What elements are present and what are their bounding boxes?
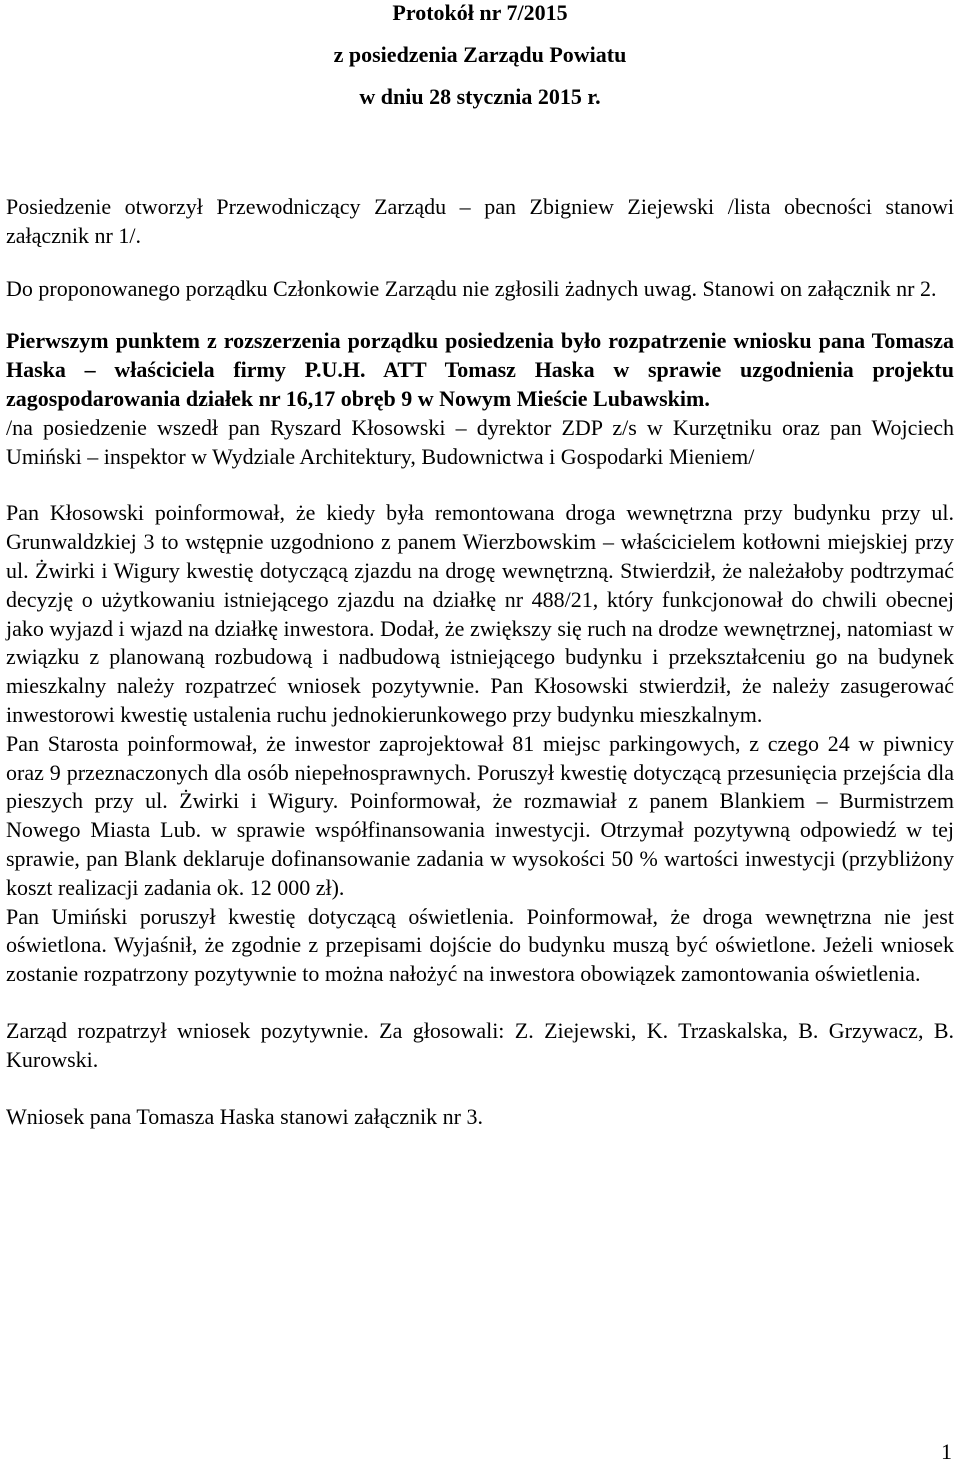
protocol-title: Protokół nr 7/2015 [392,0,568,25]
document-page [6,0,954,1131]
paragraph-starosta: Pan Starosta poinformował, że inwestor zaprojektował 81 miejsc parkingowych, z czego 24 w piwnicy oraz 9 przeznaczonych dla osób niepełnosprawnych. Poruszył kwestię dotyczącą przesunięcia przejścia dla pieszych przy ul. Żwirki i Wigury. Poinformował, że rozmawiał z panem Blankiem – Burmistrzem Nowego Miasta Lub. w sprawie współfinansowania inwestycji. Otrzymał pozytywną odpowiedź w tej sprawie, pan Blank deklaruje dofinansowanie zadania w wysokości 50 % wartości inwestycji (przybliżony koszt realizacji zadania ok. 12 000 zł). [6,730,954,900]
paragraph-first-point: Pierwszym punktem z rozszerzenia porządku posiedzenia było rozpatrzenie wniosku pana Tomasza Haska – właściciela firmy P.U.H. ATT Tomasz Haska w sprawie uzgodnienia projektu zagospodarowania działek nr 16,17 obręb 9 w Nowym Mieście Lubawskim. [6,328,954,411]
paragraph-agenda: Do proponowanego porządku Członkowie Zarządu nie zgłosili żadnych uwag. Stanowi on załącznik nr 2. [6,275,937,301]
document-header [6,0,954,118]
paragraph-vote: Zarząd rozpatrzył wniosek pozytywnie. Za głosowali: Z. Ziejewski, K. Trzaskalska, B. Grzywacz, B. Kurowski. [6,1017,954,1072]
page-number: 1 [941,1439,952,1464]
paragraph-uminski: Pan Umiński poruszył kwestię dotyczącą oświetlenia. Poinformował, że droga wewnętrzna nie jest oświetlona. Wyjaśnił, że zgodnie z przepisami dojście do budynku muszą być oświetlone. Jeżeli wniosek zostanie rozpatrzony pozytywnie to można nałożyć na inwestora obowiązek zamontowania oświetlenia. [6,903,954,987]
document-body [6,193,954,1131]
meeting-subtitle: z posiedzenia Zarządu Powiatu [333,42,627,67]
paragraph-klosowski: Pan Kłosowski poinformował, że kiedy była remontowana droga wewnętrzna przy budynku przy ul. Grunwaldzkiej 3 to wstępnie uzgodniono z panem Wierzbowskim – właścicielem kotłowni miejskiej przy ul. Żwirki i Wigury kwestię dotyczącą zjazdu na drogę wewnętrzną. Stwierdził, że należałoby podtrzymać decyzję o użytkowaniu istniejącego zjazdu na działkę nr 488/21, który funkcjonował do chwili obecnej jako wyjazd i wjazd na działkę inwestora. Dodał, że zwiększy się ruch na drodze wewnętrznej, natomiast w związku z planowaną rozbudową i nadbudową istniejącego budynku i przekształceniu go na budynek mieszkalny należy rozpatrzeć wniosek pozytywnie. Pan Kłosowski stwierdził, że należy zasugerować inwestorowi kwestię ustalenia ruchu jednokierunkowego przy budynku mieszkalnym. [6,500,954,727]
paragraph-attendees: /na posiedzenie wszedł pan Ryszard Kłosowski – dyrektor ZDP z/s w Kurzętniku oraz pan Wojciech Umiński – inspektor w Wydziale Architektury, Budownictwa i Gospodarki Mieniem/ [6,414,954,469]
meeting-date: w dniu 28 stycznia 2015 r. [359,84,601,109]
paragraph-opening: Posiedzenie otworzył Przewodniczący Zarządu – pan Zbigniew Ziejewski /lista obecności stanowi załącznik nr 1/. [6,194,954,248]
paragraph-attachment: Wniosek pana Tomasza Haska stanowi załącznik nr 3. [6,1103,483,1129]
